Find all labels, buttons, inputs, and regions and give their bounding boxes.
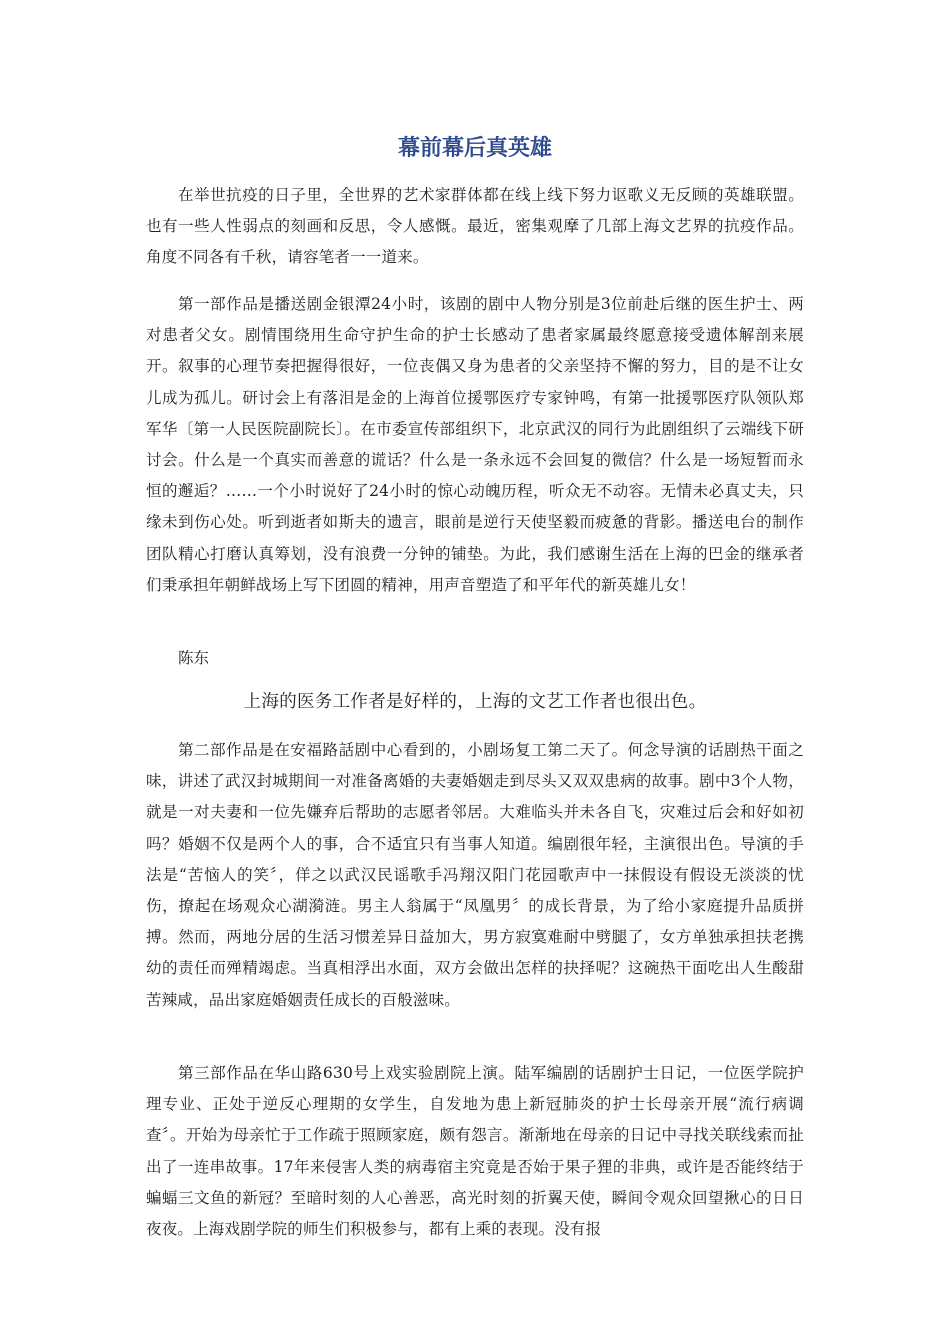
author-name: 陈东 — [178, 649, 210, 667]
article-title: 幕前幕后真英雄 — [397, 136, 552, 161]
paragraph-third-work: 第三部作品在华山路630号上戏实验剧院上演。陆军编剧的话剧护士日记，一位医学院护理专业、正处于逆反心理期的女学生，自发地为患上新冠肺炎的护士长母亲开展“流行病调查〞。开始为母亲忙于工作疏于照顾家庭，颇有怨言。渐渐地在母亲的日记中寻找关联线索而扯出了一连串故事。17年来侵害人类的病毒宿主究竟是否始于果子狸的非典，或许是否能终结于蝙蝠三文鱼的新冠？至暗时刻的人心善恶，高光时刻的折翼天使，瞬间令观众回望揪心的日日夜夜。上海戏剧学院的师生们积极参与，都有上乘的表现。没有报 — [146, 1064, 804, 1239]
paragraph-second-work: 第二部作品是在安福路話剧中心看到的，小剧场复工第二天了。何念导演的话剧热干面之味，讲述了武汉封城期间一对准备离婚的夫妻婚姻走到尽头又双双患病的故事。剧中3个人物，就是一对夫妻和一位先嫌弃后帮助的志愿者邻居。大难临头并未各自飞，灾难过后会和好如初吗？婚姻不仅是两个人的事，合不适宜只有当事人知道。编剧很年轻，主演很出色。导演的手法是“苦恼人的笑〞，佯之以武汉民谣歌手冯翔汉阳门花园歌声中一抹假设有假设无淡淡的忧伤，撩起在场观众心湖漪涟。男主人翁属于“凤凰男〞的成长背景，为了给小家庭提升品质拼搏。然而，两地分居的生活习惯差异日益加大，男方寂寞难耐中劈腿了，女方单独承担扶老携幼的责任而殚精竭虑。当真相浮出水面，双方会做出怎样的抉择呢？这碗热干面吃出人生酸甜苦辣咸，品出家庭婚姻责任成长的百般滋味。 — [146, 741, 804, 1009]
paragraph-intro: 在举世抗疫的日子里，全世界的艺术家群体都在线上线下努力讴歌义无反顾的英雄联盟。也有一些人性弱点的刻画和反思，令人感慨。最近，密集观摩了几部上海文艺界的抗疫作品。角度不同各有千秋，请容笔者一一道来。 — [146, 186, 804, 267]
article-subtitle: 上海的医务工作者是好样的，上海的文艺工作者也很出色。 — [243, 692, 707, 712]
paragraph-first-work: 第一部作品是播送剧金银潭24小时，该剧的剧中人物分别是3位前赴后继的医生护士、两对患者父女。剧情围绕用生命守护生命的护士长感动了患者家属最终愿意接受遗体解剖来展开。叙事的心理节奏把握得很好，一位丧偶又身为患者的父亲坚持不懈的努力，目的是不让女儿成为孤儿。研讨会上有落泪是金的上海首位援鄂医疗专家钟鸣，有第一批援鄂医疗队领队郑军华〔第一人民医院副院长〕。在市委宣传部组织下，北京武汉的同行为此剧组织了云端线下研讨会。什么是一个真实而善意的谎话？什么是一条永远不会回复的微信？什么是一场短暂而永恒的邂逅？……一个小时说好了24小时的惊心动魄历程，听众无不动容。无情未必真丈夫，只缘未到伤心处。听到逝者如斯夫的遗言，眼前是逆行天使坚毅而疲惫的背影。播送电台的制作团队精心打磨认真筹划，没有浪费一分钟的铺垫。为此，我们感谢生活在上海的巴金的继承者们秉承担年朝鲜战场上写下团圆的精神，用声音塑造了和平年代的新英雄儿女！ — [146, 295, 804, 594]
